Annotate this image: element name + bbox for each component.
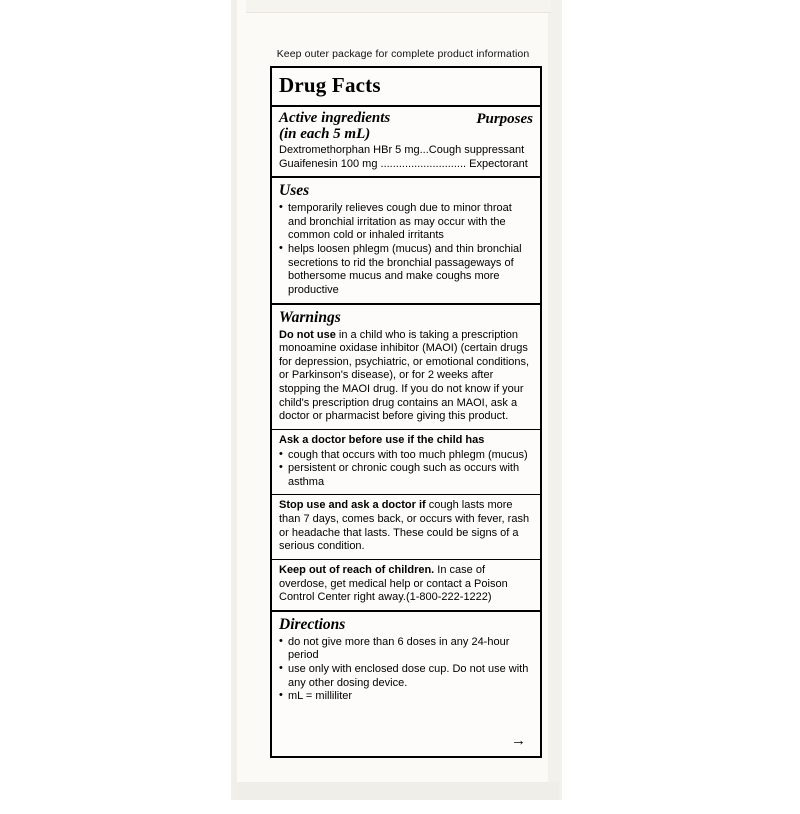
active-ingredients-heading-line1: Active ingredients [279, 110, 391, 126]
directions-bullet-list [279, 636, 533, 704]
package-right-edge [548, 0, 562, 800]
list-item: • use only with enclosed dose cup. Do not use with any other dosing device. [279, 663, 533, 690]
do-not-use-label: Do not use [279, 328, 336, 341]
page-title: Drug Facts [279, 73, 381, 97]
keep-out-of-reach-paragraph [279, 564, 533, 605]
list-item: • mL = milliliter [279, 690, 533, 704]
uses-section [272, 178, 540, 304]
divider [272, 429, 540, 430]
do-not-use-paragraph [279, 329, 533, 424]
stop-use-label: Stop use and ask a doctor if [279, 499, 426, 512]
drug-facts-title-section [272, 68, 540, 107]
keep-out-of-reach-text: In case of overdose, get medical help or contact a Poison Control Center right away.(1-800-222-1222) [279, 563, 508, 604]
keep-outer-package-note: Keep outer package for complete product information [276, 48, 530, 60]
ask-doctor-heading: Ask a doctor before use if the child has [279, 433, 485, 446]
purposes-heading: Purposes [476, 111, 533, 127]
package-top-flap [246, 0, 551, 13]
warnings-heading: Warnings [279, 308, 341, 326]
list-item: • helps loosen phlegm (mucus) and thin bronchial secretions to rid the bronchial passageways of bothersome mucus and make coughs more productive [279, 243, 533, 298]
divider [272, 494, 540, 495]
active-ingredients-section [272, 107, 540, 178]
stop-use-paragraph [279, 499, 533, 554]
active-ingredients-heading-line2: (in each 5 mL) [279, 126, 371, 143]
uses-heading: Uses [279, 182, 310, 200]
ask-doctor-bullet-list [279, 449, 533, 490]
continue-arrow-icon: → [511, 732, 526, 749]
directions-section [272, 612, 540, 814]
list-item: • temporarily relieves cough due to minor throat and bronchial irritation as may occur with the common cold or inhaled irritants [279, 202, 533, 243]
list-item: • persistent or chronic cough such as occurs with asthma [279, 462, 533, 489]
do-not-use-text: in a child who is taking a prescription monoamine oxidase inhibitor (MAOI) (certain drugs for depression, psychiatric, or emotional conditions, or Parkinson's disease), or for 2 weeks after stopping the MAOI drug. If you do not know if your child's prescription drug contains an MAOI, ask a doctor or pharmacist before giving this product. [279, 328, 530, 423]
active-ingredients-header-row [279, 110, 533, 142]
drug-facts-panel [270, 66, 542, 758]
active-ingredients-heading [279, 110, 390, 142]
list-item: • cough that occurs with too much phlegm (mucus) [279, 449, 533, 463]
directions-heading: Directions [279, 615, 346, 633]
ingredient-row: Guaifenesin 100 mg ............................ Expectorant [279, 157, 528, 170]
uses-bullet-list [279, 202, 533, 297]
list-item: • do not give more than 6 doses in any 24-hour period [279, 636, 533, 663]
keep-out-of-reach-label: Keep out of reach of children. [279, 563, 435, 576]
divider [272, 559, 540, 560]
ingredient-row: Dextromethorphan HBr 5 mg...Cough suppressant [279, 144, 525, 157]
blank-space [279, 704, 533, 809]
warnings-section [272, 305, 540, 612]
stop-use-text: cough lasts more than 7 days, comes back, or occurs with fever, rash or headache that lasts. These could be signs of a serious condition. [279, 499, 530, 553]
